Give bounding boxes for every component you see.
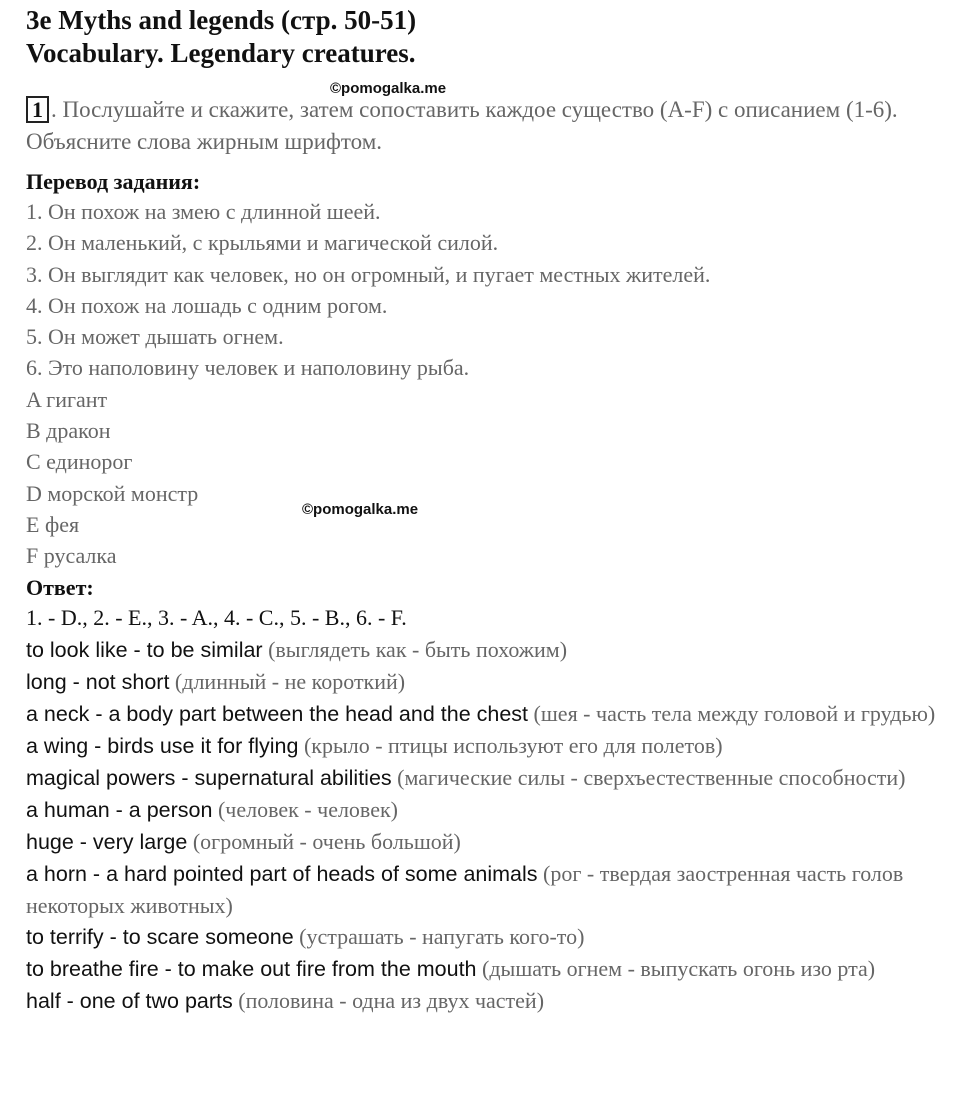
task-number-box: 1 — [26, 96, 49, 123]
vocab-item — [26, 762, 946, 794]
vocab-item — [26, 730, 946, 762]
descriptions-list — [26, 196, 946, 572]
vocab-russian: (рог - твердая заостренная часть голов некоторых животных) — [26, 860, 904, 918]
vocab-russian: (шея - часть тела между головой и грудью) — [528, 700, 936, 726]
vocab-russian: (устрашать - напугать кого-то) — [293, 923, 585, 949]
page-title: 3e Myths and legends (стр. 50-51) — [26, 5, 417, 35]
translation-heading: Перевод задания: — [26, 169, 201, 194]
vocab-item — [26, 698, 946, 730]
watermark: ©pomogalka.me — [330, 80, 447, 97]
vocab-item — [26, 921, 946, 953]
vocab-item — [26, 953, 946, 985]
vocab-item — [26, 826, 946, 858]
vocab-russian: (магические силы - сверхъестественные способности) — [391, 764, 906, 790]
vocab-english: to look like - to be similar — [26, 637, 263, 662]
vocab-english: half - one of two parts — [26, 988, 233, 1013]
list-item: B дракон — [26, 418, 111, 444]
vocab-item — [26, 985, 946, 1017]
page-subtitle: Vocabulary. Legendary creatures. — [26, 38, 416, 68]
list-item: 5. Он может дышать огнем. — [26, 324, 284, 350]
vocab-english: a neck - a body part between the head and the chest — [26, 701, 529, 726]
list-item: 3. Он выглядит как человек, но он огромный, и пугает местных жителей. — [26, 261, 711, 287]
vocab-item — [26, 858, 946, 921]
vocab-item — [26, 794, 946, 826]
list-item: F русалка — [26, 543, 117, 569]
vocab-item — [26, 634, 946, 666]
list-item: E фея — [26, 511, 80, 537]
vocab-english: magical powers - supernatural abilities — [26, 765, 392, 790]
vocab-english: to terrify - to scare someone — [26, 924, 294, 949]
vocab-russian: (огромный - очень большой) — [187, 828, 461, 854]
task-instruction — [26, 94, 946, 158]
vocab-english: to breathe fire - to make out fire from the mouth — [26, 956, 477, 981]
watermark: ©pomogalka.me — [302, 501, 419, 518]
list-item: 4. Он похож на лошадь с одним рогом. — [26, 292, 388, 318]
list-item: D морской монстр — [26, 480, 199, 506]
list-item: A гигант — [26, 386, 108, 412]
vocab-russian: (человек - человек) — [212, 796, 398, 822]
answer-heading: Ответ: — [26, 574, 94, 600]
list-item: 6. Это наполовину человек и наполовину рыба. — [26, 355, 470, 381]
vocab-russian: (крыло - птицы используют его для полетов) — [298, 732, 723, 758]
vocab-english: huge - very large — [26, 829, 188, 854]
vocab-russian: (дышать огнем - выпускать огонь изо рта) — [476, 955, 876, 981]
list-item: C единорог — [26, 449, 133, 475]
answer-matches: 1. - D., 2. - E., 3. - A., 4. - C., 5. - B., 6. - F. — [26, 604, 407, 630]
vocab-english: a horn - a hard pointed part of heads of some animals — [26, 861, 538, 886]
vocab-english: a wing - birds use it for flying — [26, 733, 299, 758]
vocab-item — [26, 666, 946, 698]
vocab-russian: (длинный - не короткий) — [169, 668, 406, 694]
list-item: 2. Он маленький, с крыльями и магической силой. — [26, 230, 499, 256]
vocabulary-list — [26, 634, 946, 1017]
list-item: 1. Он похож на змею с длинной шеей. — [26, 199, 381, 224]
task-text: . Послушайте и скажите, затем сопоставить каждое существо (A-F) с описанием (1-6). Объясните слова жирным шрифтом. — [26, 97, 898, 154]
vocab-russian: (половина - одна из двух частей) — [232, 987, 545, 1013]
vocab-english: a human - a person — [26, 797, 213, 822]
vocab-russian: (выглядеть как - быть похожим) — [262, 636, 568, 662]
document-page — [26, 0, 946, 1017]
vocab-english: long - not short — [26, 669, 170, 694]
